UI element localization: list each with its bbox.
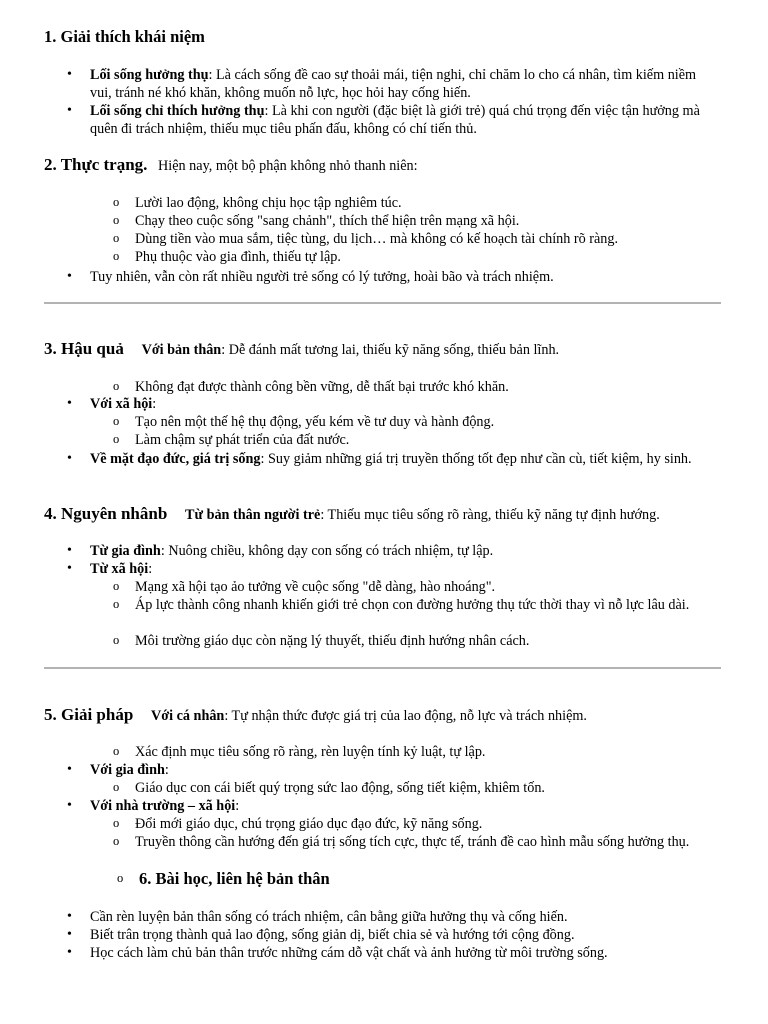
sub-item: o Lười lao động, không chịu học tập nghiêm túc. [135,194,720,212]
term: Với cá nhân [151,708,225,724]
list-item [90,102,720,138]
term: Lối sống chỉ thích hưởng thụ [90,103,265,119]
list-item [90,560,720,578]
sub-item: o Làm chậm sự phát triển của đất nước. [135,431,720,449]
section-4-heading: 4. Nguyên nhânb [44,504,168,523]
section-2-lead: Hiện nay, một bộ phận không nhỏ thanh niên: [158,158,418,174]
term: Từ gia đình [90,543,161,559]
text: : Thiếu mục tiêu sống rõ ràng, thiếu kỹ năng tự định hướng. [320,507,660,523]
section-2-heading: 2. Thực trạng. [44,155,148,174]
term: Với xã hội [90,396,153,412]
list-item [90,395,720,413]
section-5-heading-line [44,706,587,725]
text: : Là khi con người (đặc biệt là giới trẻ) quá chú trọng đến việc tận hưởng mà quên đi trách nhiệm, thiếu mục tiêu phấn đấu, không có chí tiến thủ. [90,103,700,137]
text: : [148,561,153,577]
list-item [90,542,720,560]
term: Với gia đình [90,762,165,778]
list-item: • Cần rèn luyện bản thân sống có trách nhiệm, cân bằng giữa hưởng thụ và cống hiến. [90,908,720,926]
term: Với nhà trường – xã hội [90,798,236,814]
text: : [164,762,169,778]
term: Về mặt đạo đức, giá trị sống [90,451,261,467]
sub-item: o Phụ thuộc vào gia đình, thiếu tự lập. [135,248,720,266]
sub-item: o Dùng tiền vào mua sắm, tiệc tùng, du lịch… mà không có kế hoạch tài chính rõ ràng. [135,230,720,248]
text: : Tự nhận thức được giá trị của lao động, nỗ lực và trách nhiệm. [224,708,587,724]
sub-item: o Giáo dục con cái biết quý trọng sức lao động, sống tiết kiệm, khiêm tốn. [135,779,720,797]
sub-item: o Mạng xã hội tạo ảo tưởng về cuộc sống "dễ dàng, hào nhoáng". [135,578,720,596]
list-item: • Tuy nhiên, vẫn còn rất nhiều người trẻ sống có lý tưởng, hoài bão và trách nhiệm. [90,268,720,286]
list-item [90,761,720,779]
sub-item: o Không đạt được thành công bền vững, dễ thất bại trước khó khăn. [135,378,720,396]
sub-item: o Xác định mục tiêu sống rõ ràng, rèn luyện tính kỷ luật, tự lập. [135,743,720,761]
term: Từ xã hội [90,561,149,577]
section-2-heading-line [44,156,418,175]
section-5-heading: 5. Giải pháp [44,705,134,724]
divider [44,302,721,304]
section-4-heading-line [44,505,660,524]
section-3-heading: 3. Hậu quả [44,339,124,358]
sub-item: o Đổi mới giáo dục, chú trọng giáo dục đạo đức, kỹ năng sống. [135,815,720,833]
text: : [152,396,157,412]
term: Từ bản thân người trẻ [185,507,321,523]
section-3-heading-line [44,340,559,359]
divider [44,667,721,669]
text: : Là cách sống đề cao sự thoải mái, tiện nghi, chỉ chăm lo cho cá nhân, tìm kiếm niềm vui, tránh né khó khăn, không muốn nỗ lực, học hỏi hay cống hiến. [90,67,697,101]
sub-item: o Môi trường giáo dục còn nặng lý thuyết, thiếu định hướng nhân cách. [135,632,720,650]
text: : Nuông chiều, không dạy con sống có trách nhiệm, tự lập. [160,543,494,559]
term: Với bản thân [141,342,222,358]
list-item: • Học cách làm chủ bản thân trước những cám dỗ vật chất và ảnh hưởng từ môi trường sống. [90,944,720,962]
text: : Dễ đánh mất tương lai, thiếu kỹ năng sống, thiếu bản lĩnh. [221,342,560,358]
text: : [235,798,240,814]
section-6-heading: 6. Bài học, liên hệ bản thân [139,869,330,888]
list-item [90,797,720,815]
sub-item: o Truyền thông cần hướng đến giá trị sống tích cực, thực tế, tránh đề cao hình mẫu sống hưởng thụ. [135,833,720,851]
section-6-heading-item [139,870,724,889]
list-item [90,450,720,468]
sub-item: o Chạy theo cuộc sống "sang chảnh", thích thể hiện trên mạng xã hội. [135,212,720,230]
list-item: • Biết trân trọng thành quả lao động, sống giản dị, biết chia sẻ và hướng tới cộng đồng. [90,926,720,944]
term: Lối sống hưởng thụ [90,67,209,83]
sub-item: o Áp lực thành công nhanh khiến giới trẻ chọn con đường hưởng thụ tức thời thay vì nỗ lực lâu dài. [135,596,720,614]
section-1-heading: 1. Giải thích khái niệm [44,27,205,46]
sub-item: o Tạo nên một thế hệ thụ động, yếu kém về tư duy và hành động. [135,413,720,431]
list-item [90,66,720,102]
text: : Suy giảm những giá trị truyền thống tốt đẹp như cần cù, tiết kiệm, hy sinh. [260,451,692,467]
